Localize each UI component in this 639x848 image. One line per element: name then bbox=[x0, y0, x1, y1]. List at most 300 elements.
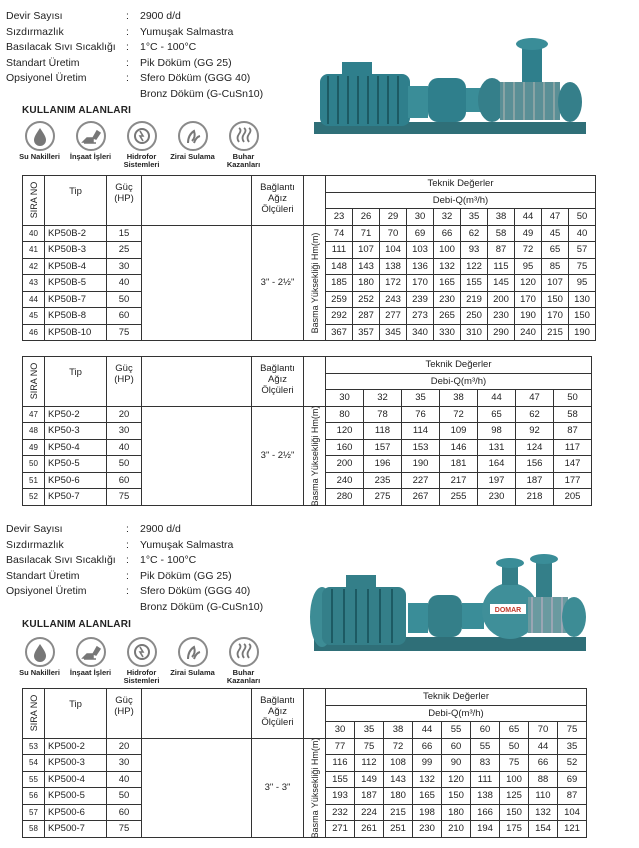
spec-colon: : bbox=[126, 585, 129, 597]
flow-value: 32 bbox=[364, 390, 402, 407]
usage-icons bbox=[14, 637, 269, 685]
row-no: 52 bbox=[23, 489, 45, 506]
row-no: 55 bbox=[23, 771, 45, 788]
flow-value: 30 bbox=[326, 722, 355, 739]
spec-value: Sfero Döküm (GGG 40) bbox=[140, 585, 251, 597]
head-value: 205 bbox=[554, 489, 592, 506]
header-teknik: Teknik Değerler bbox=[326, 689, 587, 706]
spec-colon bbox=[126, 600, 140, 616]
head-value: 197 bbox=[478, 472, 516, 489]
row-no: 42 bbox=[23, 258, 45, 275]
head-value: 330 bbox=[434, 324, 461, 341]
head-value: 95 bbox=[569, 275, 596, 292]
spec-list bbox=[6, 522, 263, 615]
header-debi: Debi-Q(m³/h) bbox=[326, 705, 587, 722]
head-value: 170 bbox=[407, 275, 434, 292]
head-value: 200 bbox=[488, 291, 515, 308]
flow-value: 38 bbox=[488, 209, 515, 226]
head-value: 230 bbox=[488, 308, 515, 325]
head-value: 66 bbox=[529, 755, 558, 772]
usage-label: İnşaat İşleri bbox=[69, 152, 112, 161]
head-value: 76 bbox=[402, 406, 440, 423]
head-value: 87 bbox=[558, 788, 587, 805]
row-hp: 30 bbox=[107, 755, 142, 772]
head-value: 122 bbox=[461, 258, 488, 275]
pump-photo bbox=[300, 30, 600, 148]
row-tip: KP50-7 bbox=[45, 489, 107, 506]
spec-key: Devir Sayısı bbox=[6, 523, 63, 535]
header-sira-no bbox=[23, 689, 45, 739]
head-value: 265 bbox=[434, 308, 461, 325]
head-value: 58 bbox=[554, 406, 592, 423]
header-sira-no-text: SIRA NO bbox=[28, 362, 39, 400]
basma-label bbox=[304, 406, 326, 505]
header-sira-no bbox=[23, 357, 45, 407]
head-value: 217 bbox=[440, 472, 478, 489]
header-guc: Güç (HP) bbox=[107, 176, 142, 226]
head-value: 107 bbox=[353, 242, 380, 259]
spec-value: Yumuşak Salmastra bbox=[140, 538, 234, 551]
spec-key: Sızdırmazlık bbox=[6, 25, 64, 38]
head-value: 175 bbox=[500, 821, 529, 838]
connection-size: 3" - 2½" bbox=[252, 225, 304, 341]
head-value: 166 bbox=[471, 804, 500, 821]
row-no: 47 bbox=[23, 406, 45, 423]
usage-item bbox=[218, 637, 269, 685]
head-value: 181 bbox=[440, 456, 478, 473]
spec-colon: : bbox=[126, 554, 129, 566]
table-row bbox=[23, 738, 587, 755]
head-value: 111 bbox=[326, 242, 353, 259]
head-value: 44 bbox=[529, 738, 558, 755]
head-value: 287 bbox=[353, 308, 380, 325]
header-spacer bbox=[304, 176, 326, 226]
head-value: 121 bbox=[558, 821, 587, 838]
spec-value: 1°C - 100°C bbox=[140, 41, 197, 53]
head-value: 104 bbox=[380, 242, 407, 259]
head-value: 45 bbox=[542, 225, 569, 242]
row-hp: 40 bbox=[107, 439, 142, 456]
pressure-icon bbox=[127, 121, 157, 151]
head-value: 275 bbox=[364, 489, 402, 506]
usage-item bbox=[14, 121, 65, 169]
head-value: 49 bbox=[515, 225, 542, 242]
head-value: 310 bbox=[461, 324, 488, 341]
spec-colon: : bbox=[126, 41, 129, 53]
row-no: 49 bbox=[23, 439, 45, 456]
steam-icon bbox=[229, 637, 259, 667]
head-value: 345 bbox=[380, 324, 407, 341]
head-value: 145 bbox=[488, 275, 515, 292]
spec-colon: : bbox=[126, 25, 129, 38]
usage-item bbox=[116, 637, 167, 685]
row-hp: 40 bbox=[107, 275, 142, 292]
head-value: 70 bbox=[380, 225, 407, 242]
head-value: 115 bbox=[488, 258, 515, 275]
water-drop-icon bbox=[25, 121, 55, 151]
excavator-icon bbox=[76, 121, 106, 151]
spec-list bbox=[6, 9, 263, 102]
usage-label: Buhar Kazanları bbox=[226, 152, 261, 169]
plant-icon bbox=[178, 637, 208, 667]
basma-label-text: Basma Yüksekliği Hm(m) bbox=[309, 737, 320, 838]
header-baglanti: Bağlantı Ağız Ölçüleri bbox=[252, 357, 304, 407]
usage-label: Hidrofor Sistemleri bbox=[123, 668, 160, 685]
head-value: 150 bbox=[542, 291, 569, 308]
row-tip: KP50B-10 bbox=[45, 324, 107, 341]
head-value: 66 bbox=[434, 225, 461, 242]
head-value: 50 bbox=[500, 738, 529, 755]
head-value: 120 bbox=[442, 771, 471, 788]
header-sira-no-text: SIRA NO bbox=[28, 694, 39, 732]
head-value: 215 bbox=[384, 804, 413, 821]
head-value: 273 bbox=[407, 308, 434, 325]
row-tip: KP50-2 bbox=[45, 406, 107, 423]
head-value: 77 bbox=[326, 738, 355, 755]
head-value: 93 bbox=[461, 242, 488, 259]
head-value: 149 bbox=[355, 771, 384, 788]
head-value: 255 bbox=[440, 489, 478, 506]
head-value: 170 bbox=[515, 291, 542, 308]
row-hp: 40 bbox=[107, 771, 142, 788]
row-no: 58 bbox=[23, 821, 45, 838]
head-value: 193 bbox=[326, 788, 355, 805]
row-hp: 75 bbox=[107, 821, 142, 838]
head-value: 88 bbox=[529, 771, 558, 788]
head-value: 52 bbox=[558, 755, 587, 772]
head-value: 367 bbox=[326, 324, 353, 341]
head-value: 72 bbox=[384, 738, 413, 755]
flow-value: 44 bbox=[515, 209, 542, 226]
header-spacer bbox=[142, 176, 252, 226]
row-hp: 60 bbox=[107, 308, 142, 325]
head-value: 143 bbox=[353, 258, 380, 275]
head-value: 170 bbox=[542, 308, 569, 325]
flow-value: 38 bbox=[440, 390, 478, 407]
spec-colon: : bbox=[126, 523, 129, 535]
header-baglanti: Bağlantı Ağız Ölçüleri bbox=[252, 176, 304, 226]
head-value: 118 bbox=[364, 423, 402, 440]
head-value: 136 bbox=[407, 258, 434, 275]
head-value: 160 bbox=[326, 439, 364, 456]
usage-label: Su Nakilleri bbox=[19, 152, 60, 161]
head-value: 55 bbox=[471, 738, 500, 755]
row-hp: 75 bbox=[107, 489, 142, 506]
usage-label: Buhar Kazanları bbox=[226, 668, 261, 685]
head-value: 292 bbox=[326, 308, 353, 325]
performance-table-kp500 bbox=[22, 688, 587, 838]
head-value: 154 bbox=[529, 821, 558, 838]
head-value: 240 bbox=[515, 324, 542, 341]
head-value: 239 bbox=[407, 291, 434, 308]
head-value: 227 bbox=[402, 472, 440, 489]
head-value: 75 bbox=[355, 738, 384, 755]
usage-icons bbox=[14, 121, 269, 169]
performance-table-kp50b bbox=[22, 175, 596, 341]
head-value: 65 bbox=[478, 406, 516, 423]
row-no: 44 bbox=[23, 291, 45, 308]
head-value: 261 bbox=[355, 821, 384, 838]
head-value: 85 bbox=[542, 258, 569, 275]
head-value: 108 bbox=[384, 755, 413, 772]
usage-item bbox=[167, 121, 218, 169]
head-value: 157 bbox=[364, 439, 402, 456]
head-value: 75 bbox=[500, 755, 529, 772]
flow-value: 30 bbox=[407, 209, 434, 226]
flow-value: 55 bbox=[442, 722, 471, 739]
head-value: 164 bbox=[478, 456, 516, 473]
head-value: 100 bbox=[434, 242, 461, 259]
head-value: 150 bbox=[569, 308, 596, 325]
header-debi: Debi-Q(m³/h) bbox=[326, 192, 596, 209]
head-value: 200 bbox=[326, 456, 364, 473]
header-baglanti: Bağlantı Ağız Ölçüleri bbox=[252, 689, 304, 739]
head-value: 107 bbox=[542, 275, 569, 292]
row-tip: KP500-3 bbox=[45, 755, 107, 772]
row-spacer bbox=[142, 225, 252, 341]
head-value: 146 bbox=[440, 439, 478, 456]
head-value: 114 bbox=[402, 423, 440, 440]
row-tip: KP50B-5 bbox=[45, 275, 107, 292]
flow-value: 44 bbox=[478, 390, 516, 407]
header-debi: Debi-Q(m³/h) bbox=[326, 373, 592, 390]
head-value: 280 bbox=[326, 489, 364, 506]
head-value: 124 bbox=[516, 439, 554, 456]
row-no: 51 bbox=[23, 472, 45, 489]
head-value: 252 bbox=[353, 291, 380, 308]
head-value: 69 bbox=[558, 771, 587, 788]
head-value: 155 bbox=[326, 771, 355, 788]
row-spacer bbox=[142, 738, 252, 837]
spec-colon: : bbox=[126, 569, 129, 582]
spec-value: Bronz Döküm (G-CuSn10) bbox=[140, 87, 264, 100]
header-sira-no bbox=[23, 176, 45, 226]
table-row bbox=[23, 225, 596, 242]
head-value: 155 bbox=[461, 275, 488, 292]
usage-label: Zirai Sulama bbox=[170, 668, 215, 677]
usage-label: Su Nakilleri bbox=[19, 668, 60, 677]
head-value: 148 bbox=[326, 258, 353, 275]
head-value: 120 bbox=[515, 275, 542, 292]
spec-row bbox=[6, 71, 263, 87]
head-value: 250 bbox=[461, 308, 488, 325]
header-guc: Güç (HP) bbox=[107, 357, 142, 407]
row-hp: 20 bbox=[107, 406, 142, 423]
header-tip: Tip bbox=[45, 689, 107, 739]
row-hp: 60 bbox=[107, 804, 142, 821]
row-hp: 50 bbox=[107, 788, 142, 805]
row-hp: 15 bbox=[107, 225, 142, 242]
spec-row bbox=[6, 553, 263, 569]
basma-label bbox=[304, 225, 326, 341]
spec-row bbox=[6, 569, 263, 585]
head-value: 224 bbox=[355, 804, 384, 821]
head-value: 230 bbox=[478, 489, 516, 506]
head-value: 66 bbox=[413, 738, 442, 755]
head-value: 235 bbox=[364, 472, 402, 489]
spec-row bbox=[6, 25, 263, 41]
row-no: 48 bbox=[23, 423, 45, 440]
head-value: 230 bbox=[434, 291, 461, 308]
head-value: 190 bbox=[402, 456, 440, 473]
head-value: 80 bbox=[326, 406, 364, 423]
spec-row bbox=[6, 56, 263, 72]
head-value: 357 bbox=[353, 324, 380, 341]
header-spacer bbox=[304, 689, 326, 739]
connection-size: 3" - 2½" bbox=[252, 406, 304, 505]
spec-key bbox=[6, 87, 126, 103]
head-value: 218 bbox=[516, 489, 554, 506]
spec-value: Pik Döküm (GG 25) bbox=[140, 56, 232, 69]
basma-label-text: Basma Yüksekliği Hm(m) bbox=[309, 405, 320, 506]
spec-value: 2900 d/d bbox=[140, 523, 181, 535]
row-tip: KP500-7 bbox=[45, 821, 107, 838]
spec-value: Yumuşak Salmastra bbox=[140, 25, 234, 38]
head-value: 125 bbox=[500, 788, 529, 805]
row-no: 41 bbox=[23, 242, 45, 259]
row-hp: 25 bbox=[107, 242, 142, 259]
header-spacer bbox=[304, 357, 326, 407]
usage-item bbox=[65, 121, 116, 169]
flow-value: 32 bbox=[434, 209, 461, 226]
pressure-icon bbox=[127, 637, 157, 667]
head-value: 340 bbox=[407, 324, 434, 341]
row-hp: 20 bbox=[107, 738, 142, 755]
flow-value: 35 bbox=[355, 722, 384, 739]
head-value: 132 bbox=[434, 258, 461, 275]
basma-label-text: Basma Yüksekliği Hm(m) bbox=[309, 232, 320, 334]
head-value: 187 bbox=[355, 788, 384, 805]
head-value: 57 bbox=[569, 242, 596, 259]
row-tip: KP50B-7 bbox=[45, 291, 107, 308]
row-tip: KP50B-8 bbox=[45, 308, 107, 325]
row-tip: KP500-5 bbox=[45, 788, 107, 805]
spec-row bbox=[6, 600, 263, 616]
flow-value: 35 bbox=[402, 390, 440, 407]
head-value: 267 bbox=[402, 489, 440, 506]
usage-item bbox=[65, 637, 116, 685]
spec-key: Basılacak Sıvı Sıcaklığı bbox=[6, 41, 116, 53]
head-value: 103 bbox=[407, 242, 434, 259]
usage-title: KULLANIM ALANLARI bbox=[22, 105, 132, 116]
row-tip: KP50-4 bbox=[45, 439, 107, 456]
row-tip: KP500-4 bbox=[45, 771, 107, 788]
flow-value: 50 bbox=[554, 390, 592, 407]
brand-logo: DOMAR bbox=[494, 607, 522, 614]
header-spacer bbox=[142, 357, 252, 407]
row-hp: 75 bbox=[107, 324, 142, 341]
row-tip: KP50-5 bbox=[45, 456, 107, 473]
row-no: 57 bbox=[23, 804, 45, 821]
excavator-icon bbox=[76, 637, 106, 667]
spec-key: Opsiyonel Üretim bbox=[6, 585, 87, 597]
spec-value: Bronz Döküm (G-CuSn10) bbox=[140, 600, 264, 613]
spec-value: 2900 d/d bbox=[140, 10, 181, 22]
spec-key: Devir Sayısı bbox=[6, 10, 63, 22]
flow-value: 30 bbox=[326, 390, 364, 407]
row-no: 45 bbox=[23, 308, 45, 325]
row-hp: 60 bbox=[107, 472, 142, 489]
basma-label bbox=[304, 738, 326, 837]
head-value: 271 bbox=[326, 821, 355, 838]
head-value: 104 bbox=[558, 804, 587, 821]
head-value: 90 bbox=[442, 755, 471, 772]
head-value: 177 bbox=[554, 472, 592, 489]
head-value: 180 bbox=[384, 788, 413, 805]
spec-value: Sfero Döküm (GGG 40) bbox=[140, 72, 251, 84]
row-no: 40 bbox=[23, 225, 45, 242]
head-value: 58 bbox=[488, 225, 515, 242]
row-tip: KP50B-3 bbox=[45, 242, 107, 259]
row-tip: KP50-3 bbox=[45, 423, 107, 440]
head-value: 112 bbox=[355, 755, 384, 772]
water-drop-icon bbox=[25, 637, 55, 667]
head-value: 180 bbox=[353, 275, 380, 292]
head-value: 71 bbox=[353, 225, 380, 242]
row-tip: KP50-6 bbox=[45, 472, 107, 489]
spec-key: Standart Üretim bbox=[6, 569, 80, 582]
plant-icon bbox=[178, 121, 208, 151]
head-value: 156 bbox=[516, 456, 554, 473]
flow-value: 44 bbox=[413, 722, 442, 739]
flow-value: 23 bbox=[326, 209, 353, 226]
usage-label: Hidrofor Sistemleri bbox=[123, 152, 160, 169]
spec-colon: : bbox=[126, 538, 129, 551]
head-value: 78 bbox=[364, 406, 402, 423]
head-value: 259 bbox=[326, 291, 353, 308]
usage-label: Zirai Sulama bbox=[170, 152, 215, 161]
head-value: 74 bbox=[326, 225, 353, 242]
head-value: 172 bbox=[380, 275, 407, 292]
spec-colon bbox=[126, 87, 140, 103]
row-hp: 30 bbox=[107, 423, 142, 440]
flow-value: 65 bbox=[500, 722, 529, 739]
head-value: 196 bbox=[364, 456, 402, 473]
row-no: 54 bbox=[23, 755, 45, 772]
header-tip: Tip bbox=[45, 176, 107, 226]
flow-value: 70 bbox=[529, 722, 558, 739]
header-sira-no-text: SIRA NO bbox=[28, 181, 39, 219]
head-value: 65 bbox=[542, 242, 569, 259]
flow-value: 47 bbox=[542, 209, 569, 226]
head-value: 138 bbox=[380, 258, 407, 275]
head-value: 132 bbox=[529, 804, 558, 821]
head-value: 187 bbox=[516, 472, 554, 489]
flow-value: 75 bbox=[558, 722, 587, 739]
head-value: 185 bbox=[326, 275, 353, 292]
head-value: 131 bbox=[478, 439, 516, 456]
head-value: 138 bbox=[471, 788, 500, 805]
pump-photo bbox=[300, 545, 600, 665]
row-no: 53 bbox=[23, 738, 45, 755]
head-value: 143 bbox=[384, 771, 413, 788]
head-value: 110 bbox=[529, 788, 558, 805]
head-value: 35 bbox=[558, 738, 587, 755]
spec-row bbox=[6, 538, 263, 554]
head-value: 150 bbox=[442, 788, 471, 805]
row-hp: 50 bbox=[107, 291, 142, 308]
head-value: 232 bbox=[326, 804, 355, 821]
head-value: 130 bbox=[569, 291, 596, 308]
head-value: 150 bbox=[500, 804, 529, 821]
head-value: 62 bbox=[516, 406, 554, 423]
steam-icon bbox=[229, 121, 259, 151]
row-no: 46 bbox=[23, 324, 45, 341]
head-value: 230 bbox=[413, 821, 442, 838]
head-value: 219 bbox=[461, 291, 488, 308]
usage-label: İnşaat İşleri bbox=[69, 668, 112, 677]
head-value: 100 bbox=[500, 771, 529, 788]
